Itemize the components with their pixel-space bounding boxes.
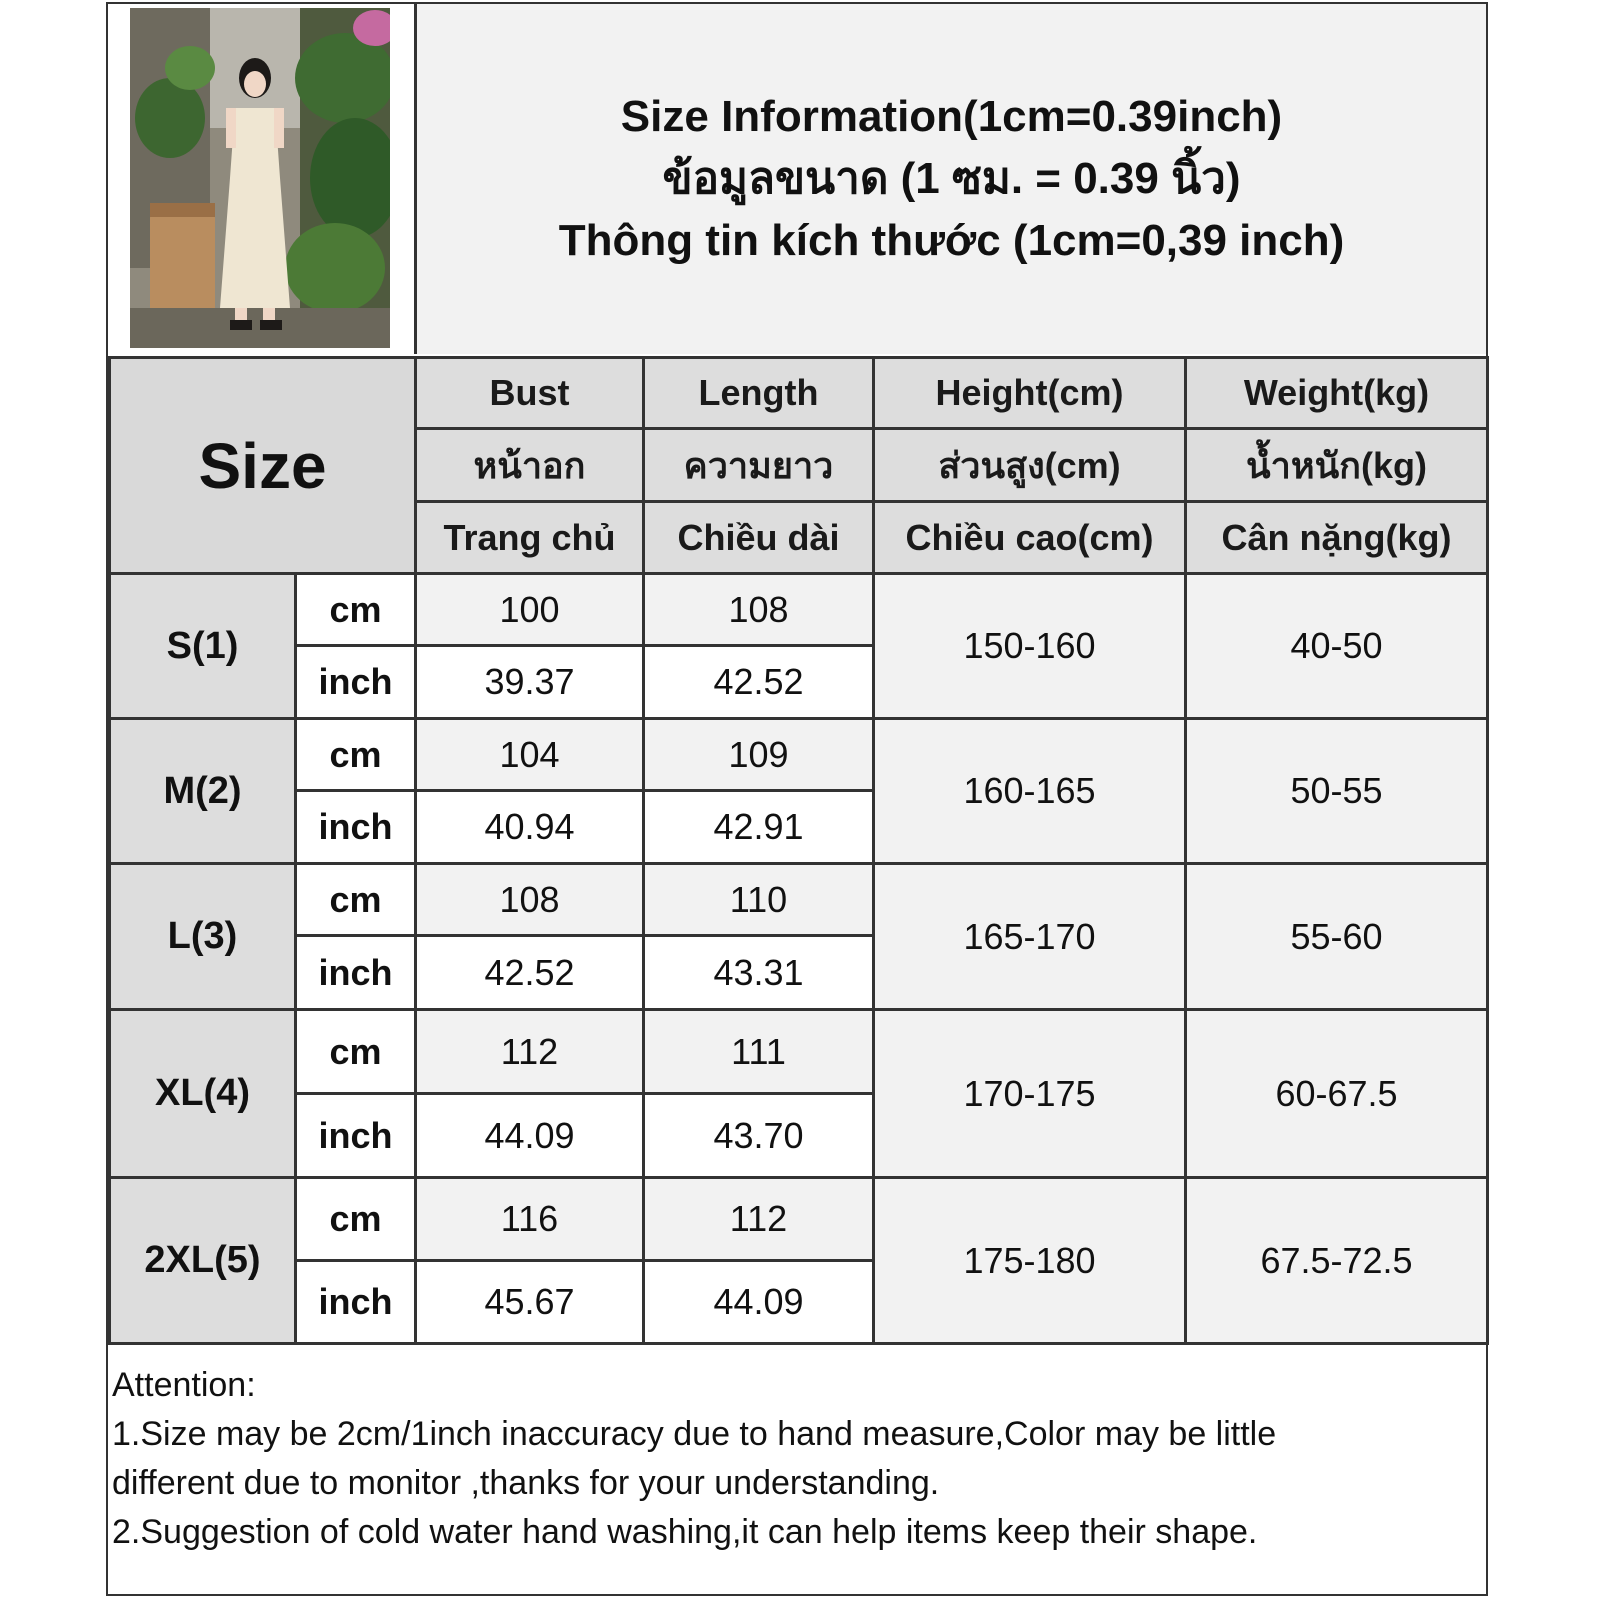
col-bust-th: หน้าอก <box>416 429 644 502</box>
length-value: 109 <box>644 719 874 791</box>
unit-label: inch <box>296 1261 416 1344</box>
size-label: M(2) <box>110 719 296 864</box>
weight-range: 60-67.5 <box>1186 1010 1488 1178</box>
table-row <box>110 719 1488 791</box>
header-row-english <box>110 358 1488 429</box>
bust-value: 39.37 <box>416 646 644 719</box>
unit-label: cm <box>296 719 416 791</box>
title-thai: ข้อมูลขนาด (1 ซม. = 0.39 นิ้ว) <box>662 154 1241 203</box>
bust-value: 100 <box>416 574 644 646</box>
col-length-th: ความยาว <box>644 429 874 502</box>
height-range: 175-180 <box>874 1178 1186 1344</box>
bust-value: 104 <box>416 719 644 791</box>
height-range: 160-165 <box>874 719 1186 864</box>
product-photo-cell <box>108 4 417 354</box>
length-value: 108 <box>644 574 874 646</box>
product-photo <box>130 8 390 348</box>
title-vietnamese: Thông tin kích thước (1cm=0,39 inch) <box>558 216 1345 265</box>
bust-value: 116 <box>416 1178 644 1261</box>
size-column-header: Size <box>110 358 416 574</box>
length-value: 110 <box>644 864 874 936</box>
title-english: Size Information(1cm=0.39inch) <box>620 92 1283 141</box>
unit-label: inch <box>296 1094 416 1178</box>
attention-notes <box>112 1361 1482 1557</box>
height-range: 165-170 <box>874 864 1186 1010</box>
header-section <box>108 4 1486 358</box>
bust-value: 108 <box>416 864 644 936</box>
height-range: 170-175 <box>874 1010 1186 1178</box>
note-line: different due to monitor ,thanks for your understanding. <box>112 1464 940 1502</box>
unit-label: inch <box>296 791 416 864</box>
weight-range: 67.5-72.5 <box>1186 1178 1488 1344</box>
table-row <box>110 1178 1488 1261</box>
col-height-en: Height(cm) <box>874 358 1186 429</box>
table-row <box>110 574 1488 646</box>
length-value: 112 <box>644 1178 874 1261</box>
length-value: 43.31 <box>644 936 874 1010</box>
unit-label: cm <box>296 1010 416 1094</box>
weight-range: 55-60 <box>1186 864 1488 1010</box>
size-label: XL(4) <box>110 1010 296 1178</box>
weight-range: 50-55 <box>1186 719 1488 864</box>
size-table <box>108 356 1489 1345</box>
bust-value: 44.09 <box>416 1094 644 1178</box>
bust-value: 45.67 <box>416 1261 644 1344</box>
col-bust-vi: Trang chủ <box>416 502 644 574</box>
bust-value: 112 <box>416 1010 644 1094</box>
bust-value: 42.52 <box>416 936 644 1010</box>
table-row <box>110 864 1488 936</box>
size-label: L(3) <box>110 864 296 1010</box>
col-weight-th: น้ำหนัก(kg) <box>1186 429 1488 502</box>
col-height-th: ส่วนสูง(cm) <box>874 429 1186 502</box>
length-value: 42.91 <box>644 791 874 864</box>
col-length-vi: Chiều dài <box>644 502 874 574</box>
length-value: 44.09 <box>644 1261 874 1344</box>
col-height-vi: Chiều cao(cm) <box>874 502 1186 574</box>
length-value: 42.52 <box>644 646 874 719</box>
unit-label: inch <box>296 936 416 1010</box>
note-line: 2.Suggestion of cold water hand washing,it can help items keep their shape. <box>112 1513 1258 1551</box>
col-length-en: Length <box>644 358 874 429</box>
unit-label: cm <box>296 864 416 936</box>
unit-label: cm <box>296 574 416 646</box>
notes-heading: Attention: <box>112 1366 256 1404</box>
size-label: 2XL(5) <box>110 1178 296 1344</box>
col-bust-en: Bust <box>416 358 644 429</box>
title-block <box>417 4 1486 354</box>
unit-label: cm <box>296 1178 416 1261</box>
height-range: 150-160 <box>874 574 1186 719</box>
weight-range: 40-50 <box>1186 574 1488 719</box>
col-weight-vi: Cân nặng(kg) <box>1186 502 1488 574</box>
unit-label: inch <box>296 646 416 719</box>
length-value: 111 <box>644 1010 874 1094</box>
table-row <box>110 1010 1488 1094</box>
note-line: 1.Size may be 2cm/1inch inaccuracy due to hand measure,Color may be little <box>112 1415 1277 1453</box>
size-label: S(1) <box>110 574 296 719</box>
length-value: 43.70 <box>644 1094 874 1178</box>
size-chart <box>106 2 1488 1596</box>
bust-value: 40.94 <box>416 791 644 864</box>
col-weight-en: Weight(kg) <box>1186 358 1488 429</box>
